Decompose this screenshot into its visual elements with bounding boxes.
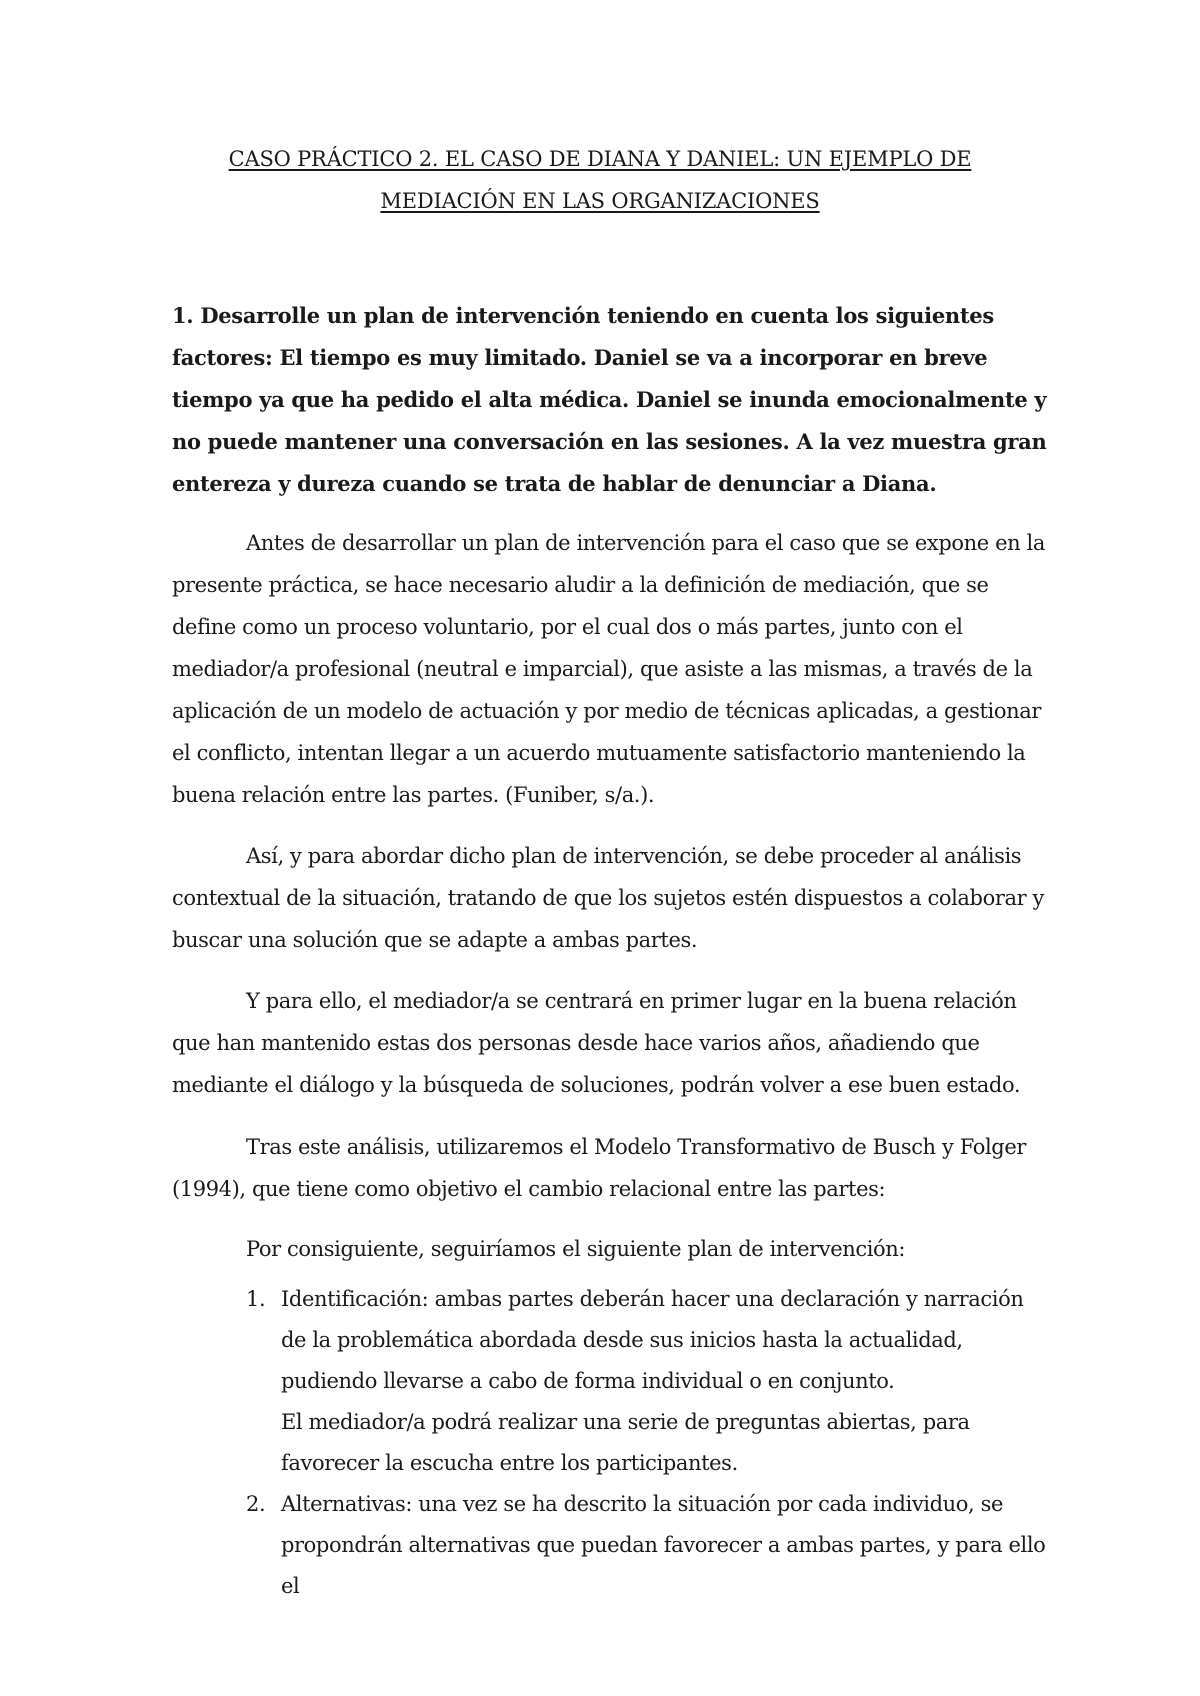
paragraph-relationship-focus: Y para ello, el mediador/a se centrará en primer lugar en la buena relación que han mantenido estas dos personas desde hace varios años, añadiendo que mediante el diálogo y la búsqueda de soluciones, podrán volver a ese buen estado. [172,989,1021,1097]
list-item-text: Alternativas: una vez se ha descrito la situación por cada individuo, se propondrán alternativas que puedan favorecer a ambas partes, y para ello el [281,1492,1046,1598]
list-item-text [281,1279,1053,1484]
paragraph-contextual-analysis: Así, y para abordar dicho plan de intervención, se debe proceder al análisis contextual de la situación, tratando de que los sujetos estén dispuestos a colaborar y buscar una solución que se adapte a ambas partes. [172,844,1044,952]
paragraph-transformative-model: Tras este análisis, utilizaremos el Modelo Transformativo de Busch y Folger (1994), que tiene como objetivo el cambio relacional entre las partes: [172,1135,1026,1201]
paragraph-plan-intro: Por consiguiente, seguiríamos el siguiente plan de intervención: [246,1237,906,1261]
list-item-number: 2. [246,1492,266,1516]
list-item-text-main: Identificación: ambas partes deberán hacer una declaración y narración de la problemática abordada desde sus inicios hasta la actualidad, pudiendo llevarse a cabo de forma individual o en conjunto. [281,1287,1024,1393]
title-line-1: CASO PRÁCTICO 2. EL CASO DE DIANA Y DANIEL: UN EJEMPLO DE [228,147,972,171]
title-line-2: MEDIACIÓN EN LAS ORGANIZACIONES [380,189,820,213]
document-title [150,138,1050,222]
list-item-number: 1. [246,1287,266,1311]
list-item-text-extra: El mediador/a podrá realizar una serie de preguntas abiertas, para favorecer la escucha entre los participantes. [281,1410,970,1475]
question-heading: 1. Desarrolle un plan de intervención teniendo en cuenta los siguientes factores: El tiempo es muy limitado. Daniel se va a incorporar en breve tiempo ya que ha pedido el alta médica. Daniel se inunda emocionalmente y no puede mantener una conversación en las sesiones. A la vez muestra gran entereza y dureza cuando se trata de hablar de denunciar a Diana. [172,303,1047,496]
paragraph-mediation-definition: Antes de desarrollar un plan de intervención para el caso que se expone en la presente práctica, se hace necesario aludir a la definición de mediación, que se define como un proceso voluntario, por el cual dos o más partes, junto con el mediador/a profesional (neutral e imparcial), que asiste a las mismas, a través de la aplicación de un modelo de actuación y por medio de técnicas aplicadas, a gestionar el conflicto, intentan llegar a un acuerdo mutuamente satisfactorio manteniendo la buena relación entre las partes. (Funiber, s/a.). [172,531,1045,807]
